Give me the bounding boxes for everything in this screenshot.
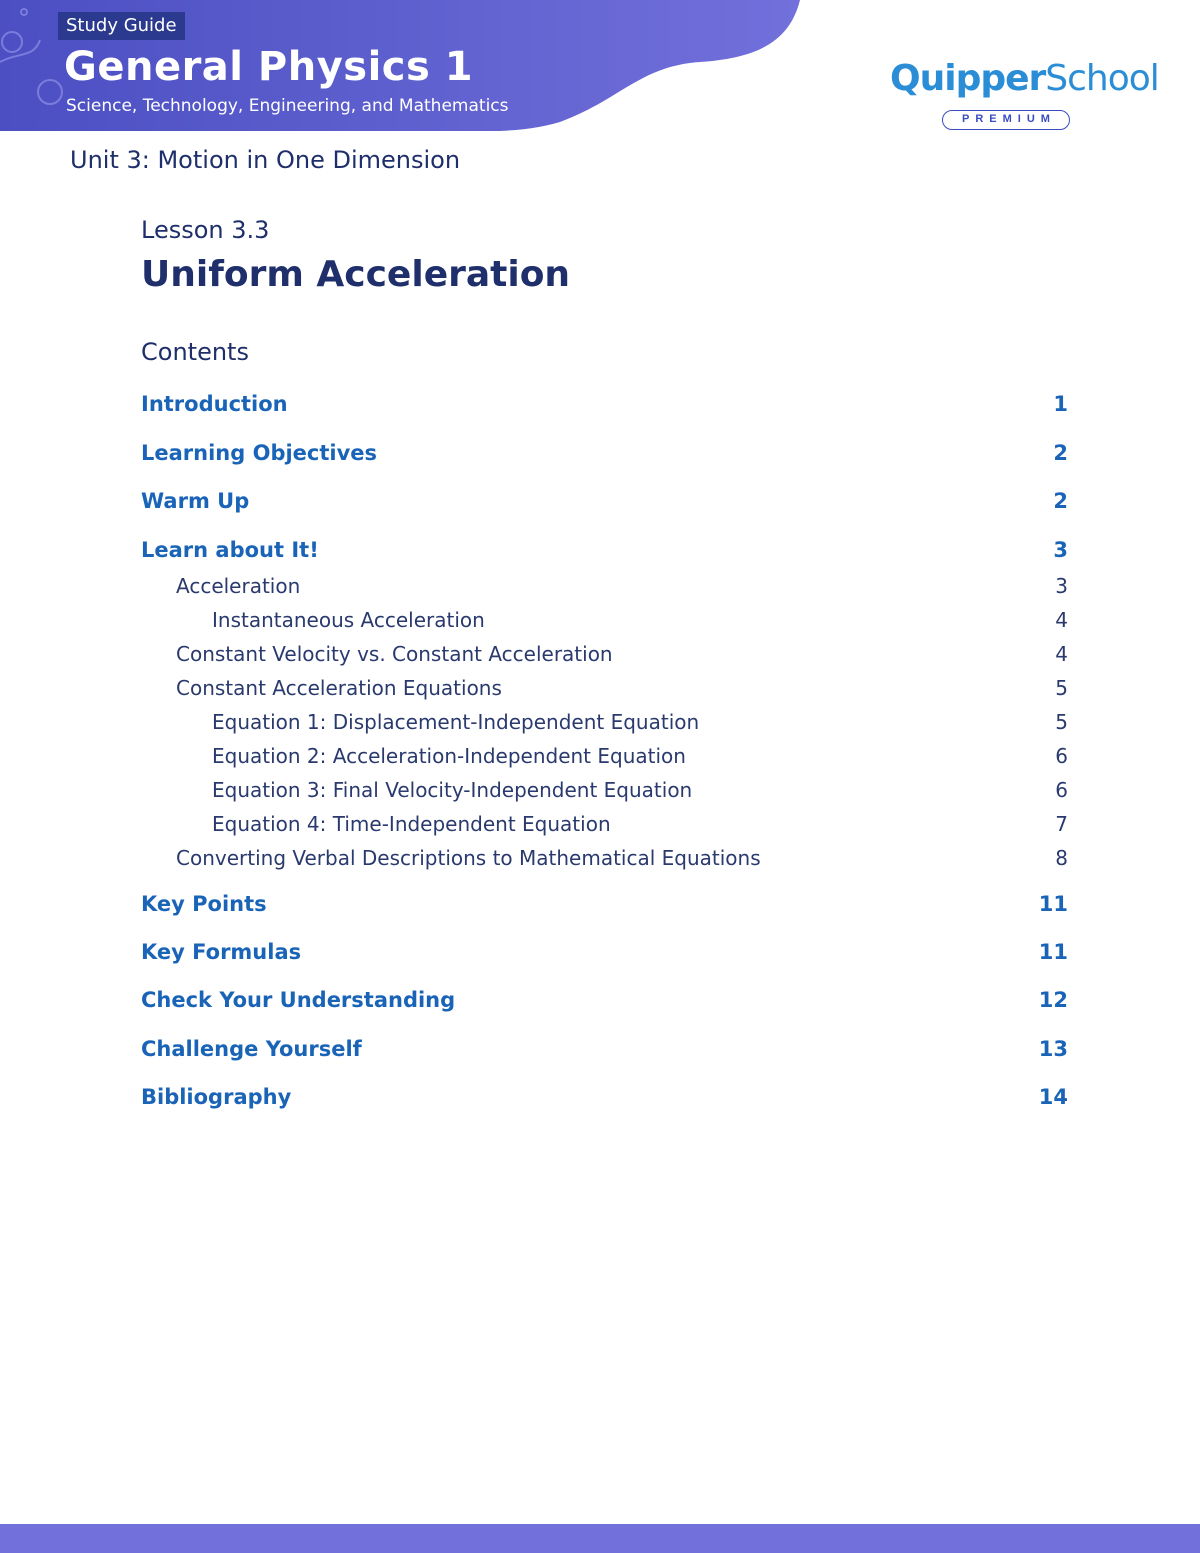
toc-entry-label: Constant Velocity vs. Constant Acceleration	[176, 642, 613, 666]
toc-entry-page: 2	[1053, 489, 1068, 513]
toc-entry-equation-3[interactable]	[141, 778, 1068, 802]
toc-entry-label: Converting Verbal Descriptions to Mathematical Equations	[176, 846, 761, 870]
course-subtitle: Science, Technology, Engineering, and Mathematics	[66, 96, 509, 116]
toc-entry-check-your-understanding[interactable]	[141, 988, 1068, 1012]
toc-entry-page: 4	[1055, 642, 1068, 666]
toc-entry-page: 6	[1055, 778, 1068, 802]
toc-entry-introduction[interactable]	[141, 392, 1068, 416]
toc-entry-page: 3	[1053, 538, 1068, 562]
toc-entry-page: 5	[1055, 676, 1068, 700]
quipper-school-logo	[890, 58, 1159, 138]
toc-entry-label: Bibliography	[141, 1085, 292, 1109]
footer-bar	[0, 1524, 1200, 1553]
toc-entry-page: 2	[1053, 441, 1068, 465]
toc-entry-label: Instantaneous Acceleration	[212, 608, 485, 632]
toc-entry-constant-velocity-vs-acceleration[interactable]	[141, 642, 1068, 666]
toc-entry-acceleration[interactable]	[141, 574, 1068, 598]
toc-entry-page: 6	[1055, 744, 1068, 768]
toc-entry-key-formulas[interactable]	[141, 940, 1068, 964]
contents-heading: Contents	[141, 338, 249, 366]
toc-entry-learning-objectives[interactable]	[141, 441, 1068, 465]
toc-entry-challenge-yourself[interactable]	[141, 1037, 1068, 1061]
toc-entry-label: Learn about It!	[141, 538, 319, 562]
logo-wordmark	[890, 58, 1159, 99]
toc-entry-label: Equation 4: Time-Independent Equation	[212, 812, 611, 836]
toc-entry-label: Warm Up	[141, 489, 250, 513]
toc-entry-equation-1[interactable]	[141, 710, 1068, 734]
toc-entry-equation-2[interactable]	[141, 744, 1068, 768]
toc-entry-label: Introduction	[141, 392, 288, 416]
lesson-title: Uniform Acceleration	[141, 254, 571, 295]
premium-pill: PREMIUM	[942, 110, 1070, 130]
toc-entry-warm-up[interactable]	[141, 489, 1068, 513]
toc-entry-label: Equation 1: Displacement-Independent Equation	[212, 710, 700, 734]
toc-entry-page: 14	[1038, 1085, 1068, 1109]
toc-entry-label: Key Formulas	[141, 940, 302, 964]
toc-entry-label: Acceleration	[176, 574, 301, 598]
toc-entry-label: Check Your Understanding	[141, 988, 456, 1012]
toc-entry-page: 11	[1038, 892, 1068, 916]
logo-brand-school: School	[1045, 58, 1159, 99]
toc-entry-label: Learning Objectives	[141, 441, 378, 465]
course-title: General Physics 1	[64, 44, 474, 90]
toc-entry-page: 5	[1055, 710, 1068, 734]
toc-entry-label: Equation 3: Final Velocity-Independent Equation	[212, 778, 693, 802]
toc-entry-constant-acceleration-equations[interactable]	[141, 676, 1068, 700]
toc-entry-label: Constant Acceleration Equations	[176, 676, 502, 700]
toc-entry-key-points[interactable]	[141, 892, 1068, 916]
toc-entry-page: 11	[1038, 940, 1068, 964]
toc-entry-page: 3	[1055, 574, 1068, 598]
toc-entry-label: Challenge Yourself	[141, 1037, 362, 1061]
toc-entry-page: 1	[1053, 392, 1068, 416]
lesson-label: Lesson 3.3	[141, 216, 270, 244]
toc-entry-page: 4	[1055, 608, 1068, 632]
toc-entry-page: 13	[1038, 1037, 1068, 1061]
toc-entry-bibliography[interactable]	[141, 1085, 1068, 1109]
unit-title: Unit 3: Motion in One Dimension	[70, 146, 461, 174]
toc-entry-label: Key Points	[141, 892, 267, 916]
toc-entry-page: 12	[1038, 988, 1068, 1012]
toc-entry-page: 8	[1055, 846, 1068, 870]
toc-entry-label: Equation 2: Acceleration-Independent Equation	[212, 744, 686, 768]
toc-entry-converting-verbal-descriptions[interactable]	[141, 846, 1068, 870]
toc-entry-instantaneous-acceleration[interactable]	[141, 608, 1068, 632]
toc-entry-learn-about-it[interactable]	[141, 538, 1068, 562]
study-guide-badge: Study Guide	[58, 12, 185, 40]
logo-brand-quipper: Quipper	[890, 58, 1046, 99]
toc-entry-page: 7	[1055, 812, 1068, 836]
toc-entry-equation-4[interactable]	[141, 812, 1068, 836]
